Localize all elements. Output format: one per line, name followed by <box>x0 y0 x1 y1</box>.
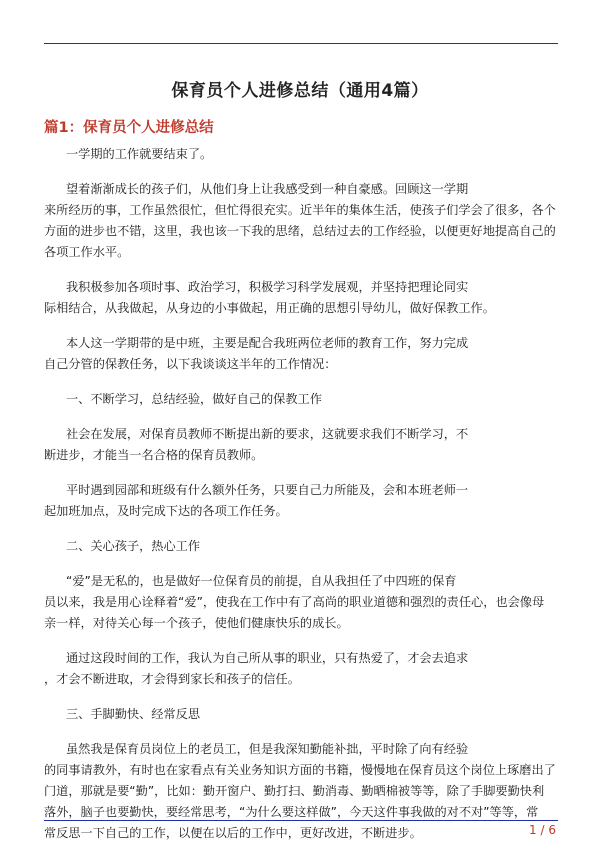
paragraph-line: 本人这一学期带的是中班，主要是配合我班两位老师的教育工作，努力完成 <box>66 336 469 350</box>
paragraph-line: ，才会不断进取，才会得到家长和孩子的信任。 <box>44 672 300 686</box>
paragraph-line: 落外，脑子也要勤快，要经常思考，“为什么要这样做”，今天这件事我做的对不对”等等，常 <box>44 805 539 819</box>
paragraph <box>44 648 558 690</box>
paragraph-line: 断进步，才能当一名合格的保育员教师。 <box>44 448 264 462</box>
paragraph-line: 自己分管的保教任务，以下我谈谈这半年的工作情况： <box>44 357 337 371</box>
paragraph <box>44 739 558 844</box>
paragraph <box>44 277 558 319</box>
paragraph <box>44 144 558 165</box>
paragraph-line: 际相结合，从我做起，从身边的小事做起，用正确的思想引导幼儿，做好保教工作。 <box>44 301 495 315</box>
paragraph-line: 的同事请教外，有时也在家看点有关业务知识方面的书籍，慢慢地在保育员这个岗位上琢磨出了 <box>44 763 556 777</box>
paragraph <box>44 571 558 634</box>
paragraph-line: “爱”是无私的，也是做好一位保育员的前提，自从我担任了中四班的保育 <box>66 574 457 588</box>
paragraph <box>44 424 558 466</box>
paragraph-line: 常反思一下自己的工作，以便在以后的工作中，更好改进，不断进步。 <box>44 826 422 840</box>
paragraph <box>44 333 558 375</box>
paragraph-line: 平时遇到园部和班级有什么额外任务，只要自己力所能及，会和本班老师一 <box>66 483 469 497</box>
paragraph-line: 三、手脚勤快、经常反思 <box>66 707 201 721</box>
page-title: 保育员个人进修总结（通用4篇） <box>171 81 429 101</box>
paragraph-line: 门道，那就是要“勤”，比如：勤开窗户、勤打扫、勤消毒、勤晒棉被等等，除了手脚要勤快利 <box>44 784 545 798</box>
paragraph-line: 二、关心孩子，热心工作 <box>66 539 201 553</box>
header-rule <box>44 43 558 44</box>
paragraph <box>44 179 558 263</box>
paragraph-line: 来所经历的事，工作虽然很忙，但忙得很充实。近半年的集体生活，使孩子们学会了很多，各个 <box>44 203 556 217</box>
paragraph-line: 社会在发展，对保育员教师不断提出新的要求，这就要求我们不断学习，不 <box>66 427 469 441</box>
page-number: 1 / 6 <box>529 823 556 837</box>
paragraph-line: 各项工作水平。 <box>44 245 130 259</box>
paragraph-line: 望着渐渐成长的孩子们，从他们身上让我感受到一种自豪感。回顾这一学期 <box>66 182 469 196</box>
paragraph-line: 亲一样，对待关心每一个孩子，使他们健康快乐的成长。 <box>44 616 349 630</box>
paragraph-line: 虽然我是保育员岗位上的老员工，但是我深知勤能补拙，平时除了向有经验 <box>66 742 469 756</box>
paragraph-line: 起加班加点，及时完成下达的各项工作任务。 <box>44 504 288 518</box>
section-heading: 篇1：保育员个人进修总结 <box>44 120 214 136</box>
paragraph-line: 员以来，我是用心诠释着“爱”，使我在工作中有了高尚的职业道德和强烈的责任心，也会像母 <box>44 595 545 609</box>
paragraph-line: 我积极参加各项时事、政治学习，积极学习科学发展观，并坚持把理论同实 <box>66 280 469 294</box>
paragraph-line: 通过这段时间的工作，我认为自己所从事的职业，只有热爱了，才会去追求 <box>66 651 469 665</box>
paragraph <box>44 704 558 725</box>
footer-rule <box>44 820 558 821</box>
paragraph-line: 方面的进步也不错，这里，我也该一下我的思绪，总结过去的工作经验，以便更好地提高自己的 <box>44 224 556 238</box>
paragraph <box>44 480 558 522</box>
paragraph-line: 一、不断学习，总结经验，做好自己的保教工作 <box>66 392 322 406</box>
paragraph-line: 一学期的工作就要结束了。 <box>66 147 213 161</box>
document-body <box>44 144 558 858</box>
paragraph <box>44 536 558 557</box>
paragraph <box>44 389 558 410</box>
